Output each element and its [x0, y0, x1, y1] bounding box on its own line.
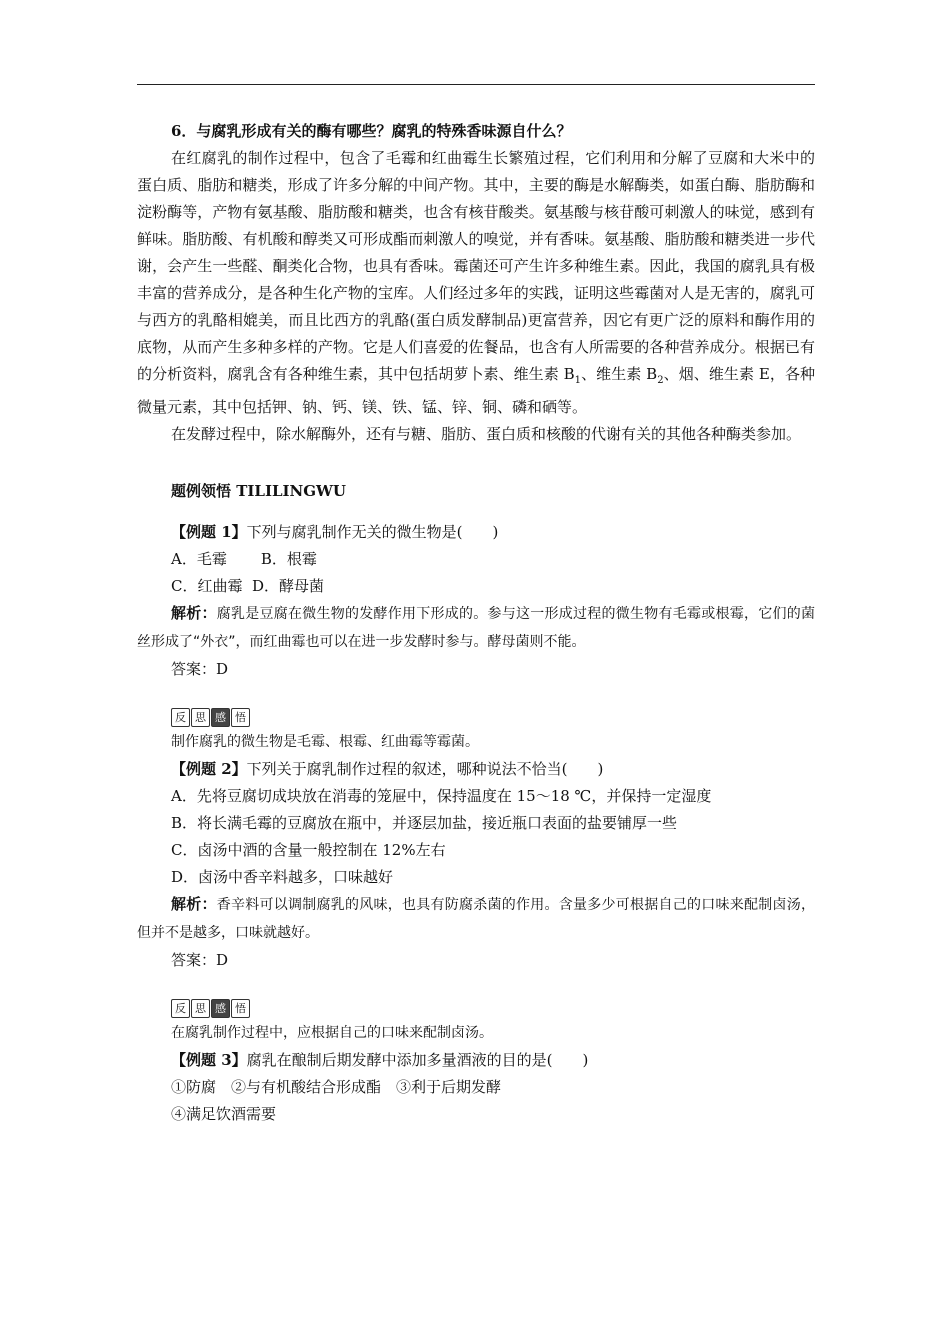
example2-option-b: B．将长满毛霉的豆腐放在瓶中，并逐层加盐，接近瓶口表面的盐要铺厚一些	[171, 814, 678, 832]
example1-analysis: 解析：腐乳是豆腐在微生物的发酵作用下形成的。参与这一形成过程的微生物有毛霉或根霉，它们的菌丝形成了“外衣”，而红曲霉也可以在进一步发酵时参与。酵母菌则不能。	[137, 604, 815, 650]
document-body	[137, 118, 815, 1128]
example1-options-ab: A．毛霉 B．根霉	[171, 550, 317, 568]
example1-options-cd: C．红曲霉 D．酵母菌	[171, 577, 325, 595]
paragraph-enzymes: 在红腐乳的制作过程中，包含了毛霉和红曲霉生长繁殖过程，它们利用和分解了豆腐和大米中的蛋白质、脂肪和糖类，形成了许多分解的中间产物。其中，主要的酶是水解酶类，如蛋白酶、脂肪酶和淀粉酶等，产物有氨基酸、脂肪酸和糖类，也含有核苷酸类。氨基酸与核苷酸可刺激人的味觉，感到有鲜味。脂肪酸、有机酸和醇类又可形成酯而刺激人的嗅觉，并有香味。氨基酸、脂肪酸和糖类进一步代谢，会产生一些醛、酮类化合物，也具有香味。霉菌还可产生许多种维生素。因此，我国的腐乳具有极丰富的营养成分，是各种生化产物的宝库。人们经过多年的实践，证明这些霉菌对人是无害的，腐乳可与西方的乳酪相媲美，而且比西方的乳酪(蛋白质发酵制品)更富营养，因它有更广泛的原料和酶作用的底物，从而产生多种多样的产物。它是人们喜爱的佐餐品，也含有人所需要的各种营养成分。根据已有的分析资料，腐乳含有各种维生素，其中包括胡萝卜素、维生素 $B_1$、维生素 $B_2$、烟、维生素 E，各种微量元素，其中包括钾、钠、钙、镁、铁、锰、锌、铜、磷和硒等。	[137, 149, 816, 416]
reflection-tag-icon: 反 思 感 悟	[171, 999, 251, 1018]
example2-question: 【例题 2】下列关于腐乳制作过程的叙述，哪种说法不恰当( )	[171, 760, 604, 778]
example2-answer: 答案：D	[171, 951, 229, 969]
example3-question: 【例题 3】腐乳在酿制后期发酵中添加多量酒液的目的是( )	[171, 1051, 589, 1069]
section-title: 题例领悟 TILILINGWU	[171, 482, 346, 500]
example3-options-line1: ①防腐 ②与有机酸结合形成酯 ③利于后期发酵	[171, 1078, 502, 1096]
example2-analysis: 解析：香辛料可以调制腐乳的风味，也具有防腐杀菌的作用。含量多少可根据自己的口味来配制卤汤，但并不是越多，口味就越好。	[137, 895, 815, 941]
example1-answer: 答案：D	[171, 660, 229, 678]
example2-reflection: 在腐乳制作过程中，应根据自己的口味来配制卤汤。	[171, 1025, 493, 1041]
reflection-tag-icon: 反 思 感 悟	[171, 708, 251, 727]
example1-question: 【例题 1】下列与腐乳制作无关的微生物是( )	[171, 523, 499, 541]
example2-option-c: C．卤汤中酒的含量一般控制在 12%左右	[171, 841, 446, 859]
section-heading: 6．与腐乳形成有关的酶有哪些？腐乳的特殊香味源自什么？	[171, 122, 572, 140]
example2-option-d: D．卤汤中香辛料越多，口味越好	[171, 868, 394, 886]
example2-option-a: A．先将豆腐切成块放在消毒的笼屉中，保持温度在 15～18 ℃，并保持一定湿度	[171, 787, 712, 805]
example3-options-line2: ④满足饮酒需要	[171, 1105, 277, 1123]
paragraph-fermentation: 在发酵过程中，除水解酶外，还有与糖、脂肪、蛋白质和核酸的代谢有关的其他各种酶类参加。	[171, 425, 802, 443]
example1-reflection: 制作腐乳的微生物是毛霉、根霉、红曲霉等霉菌。	[171, 734, 479, 750]
header-rule	[137, 84, 815, 85]
